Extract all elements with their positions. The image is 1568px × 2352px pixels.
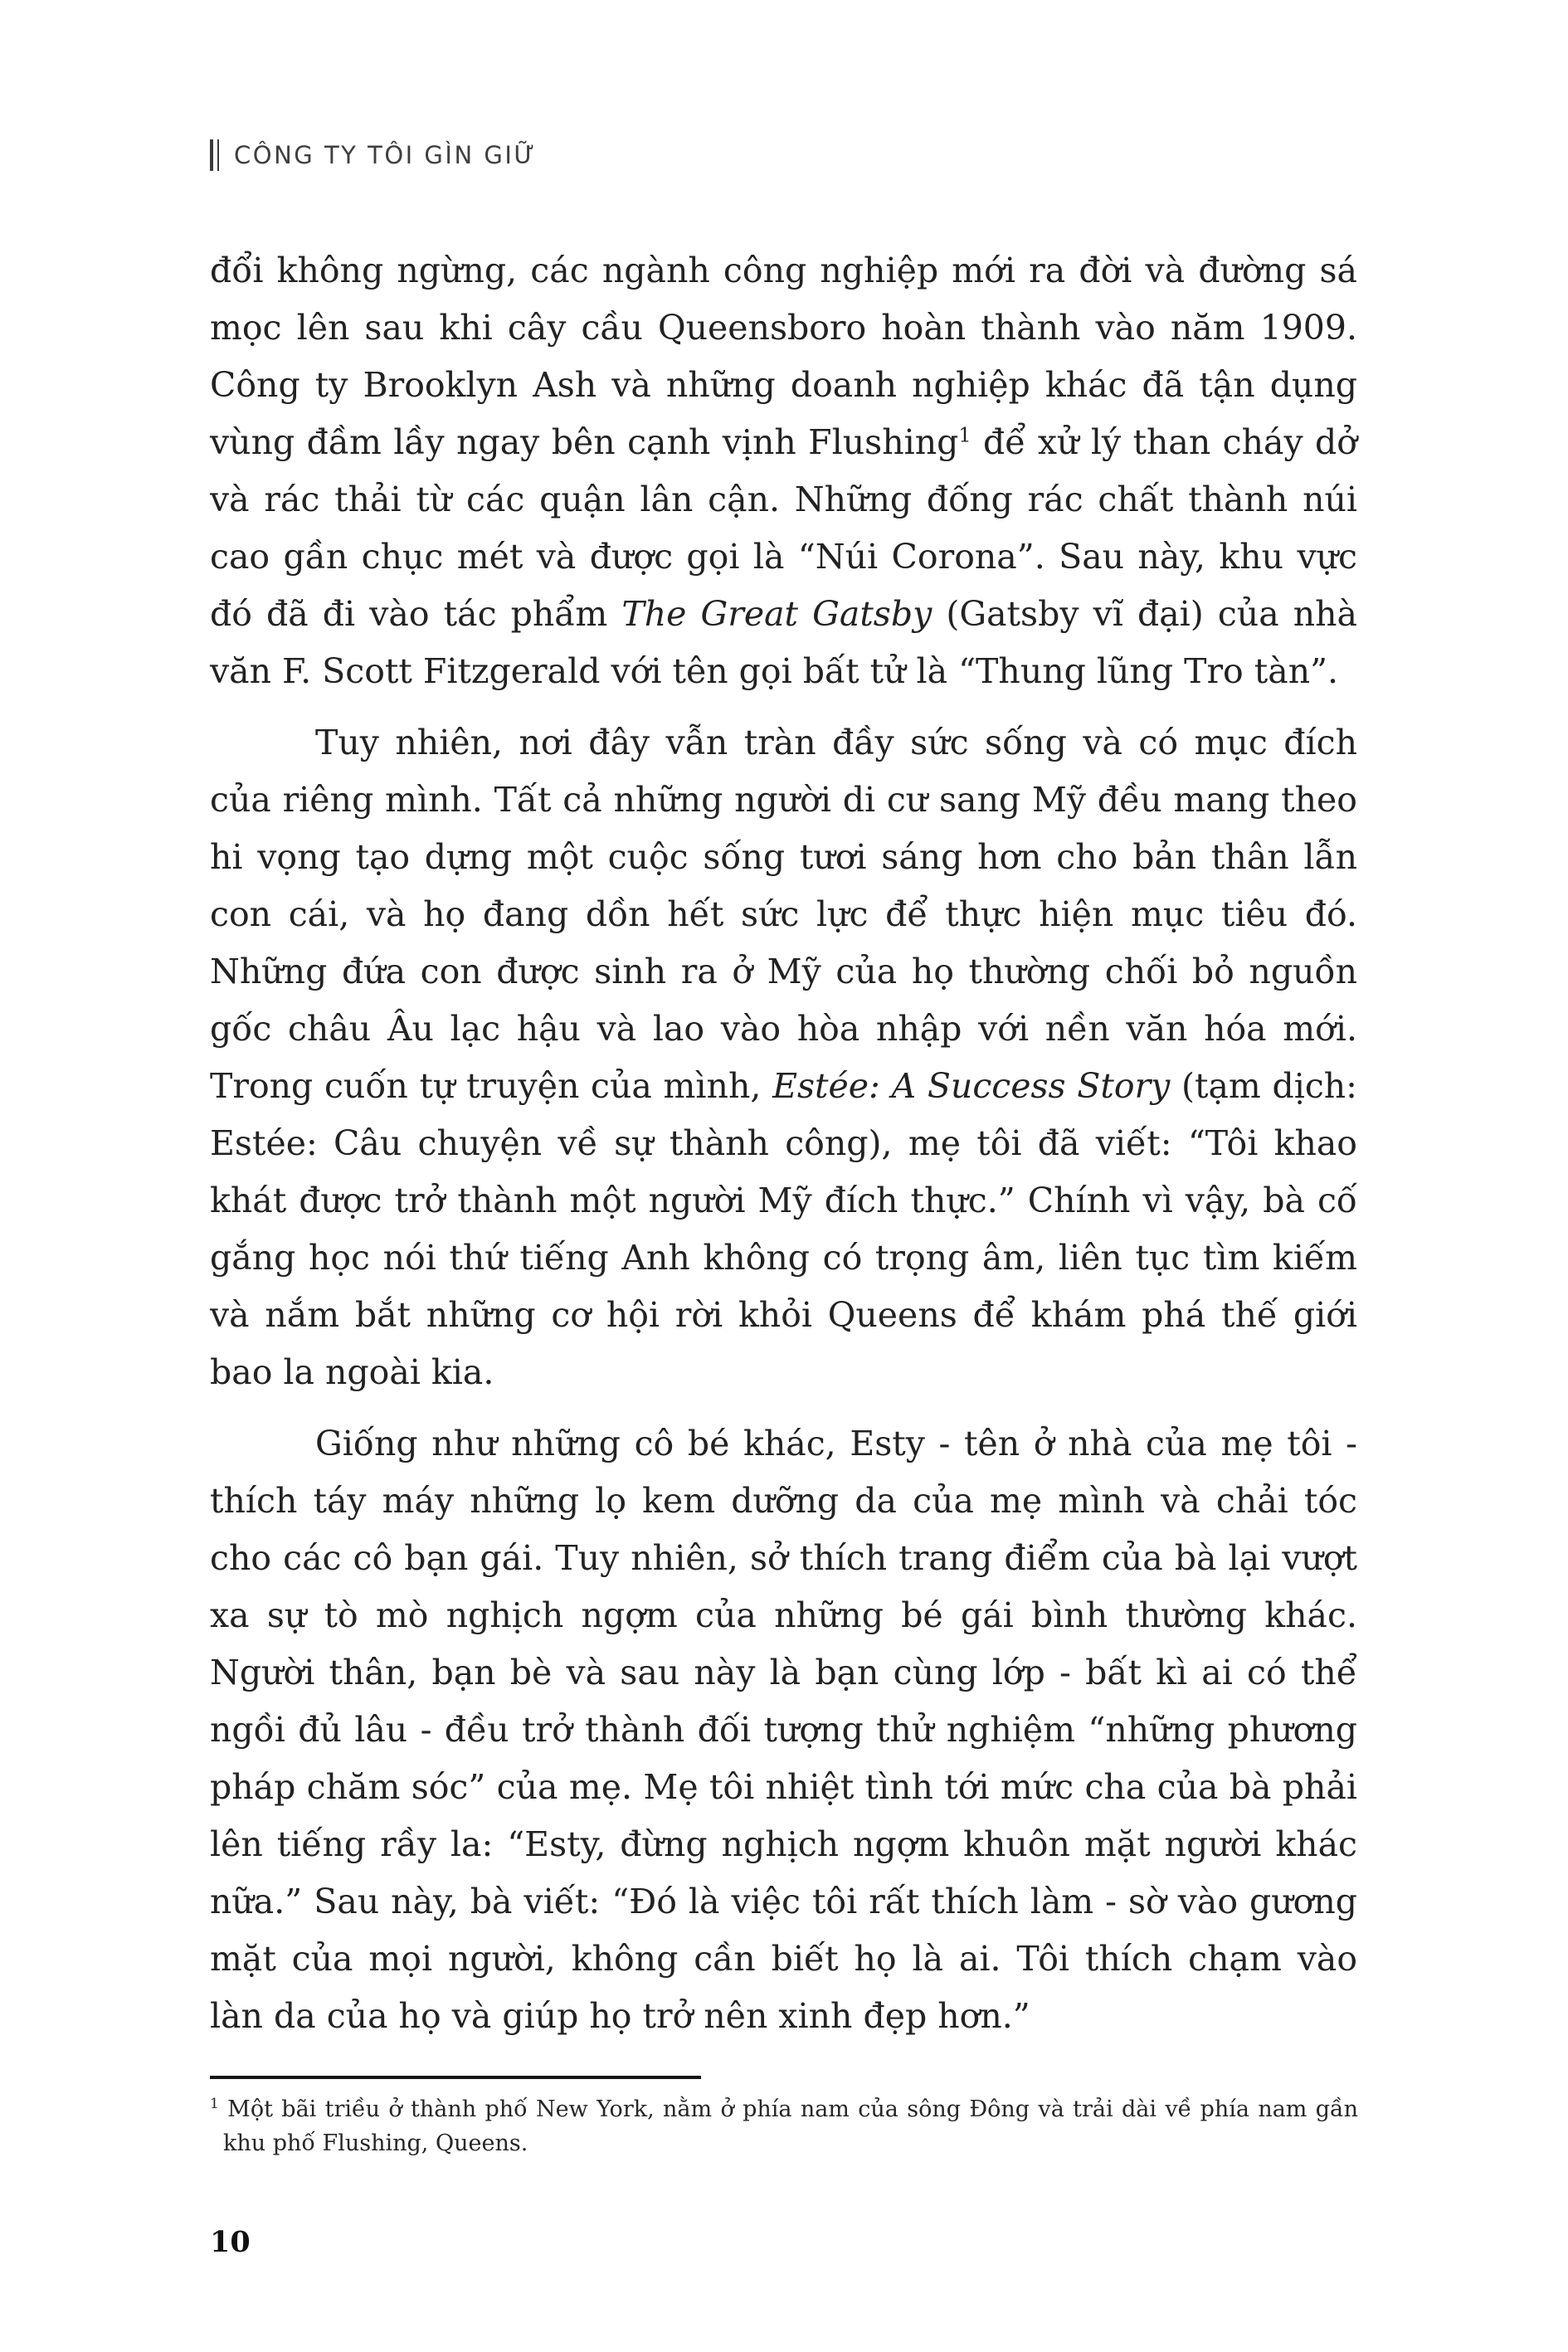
paragraph-3-text: Giống như những cô bé khác, Esty - tên ở nhà của mẹ tôi - thích táy máy những lọ kem dưỡng da của mẹ mình và chải tóc cho các cô bạn gái. Tuy nhiên, sở thích trang điểm của bà lại vượt xa sự tò mò nghịch ngợm của những bé gái bình thường khác. Người thân, bạn bè và sau này là bạn cùng lớp - bất kì ai có thể ngồi đủ lâu - đều trở thành đối tượng thử nghiệm “những phương pháp chăm sóc” của mẹ. Mẹ tôi nhiệt tình tới mức cha của bà phải lên tiếng rầy la: “Esty, đừng nghịch ngợm khuôn mặt người khác nữa.” Sau này, bà viết: “Đó là việc tôi rất thích làm - sờ vào gương mặt của mọi người, không cần biết họ là ai. Tôi thích chạm vào làn da của họ và giúp họ trở nên xinh đẹp hơn.” bbox=[210, 1424, 1357, 2036]
header-bar-thin bbox=[217, 139, 219, 171]
page-number: 10 bbox=[210, 2225, 251, 2259]
running-head bbox=[210, 139, 1357, 171]
paragraph-2 bbox=[210, 714, 1357, 1401]
paragraph-1-text-c: (Gatsby vĩ đại) của nhà văn F. Scott Fitzgerald với tên gọi bất tử là “Thung lũng Tro tàn”. bbox=[210, 594, 1357, 691]
paragraph-3 bbox=[210, 1415, 1357, 2045]
footnote-divider-rule bbox=[210, 2076, 701, 2079]
paragraph-1 bbox=[210, 242, 1357, 700]
header-bar-thick bbox=[210, 139, 213, 171]
book-title-italic-great-gatsby: The Great Gatsby bbox=[621, 594, 933, 634]
header-double-bar-icon bbox=[210, 139, 219, 171]
paragraph-1-text-a: đổi không ngừng, các ngành công nghiệp mới ra đời và đường sá mọc lên sau khi cây cầu Queensboro hoàn thành vào năm 1909. Công ty Brooklyn Ash và những doanh nghiệp khác đã tận dụng vùng đầm lầy ngay bên cạnh vịnh Flushing bbox=[210, 251, 1357, 462]
book-title-italic-estee: Estée: A Success Story bbox=[772, 1066, 1171, 1106]
footnote-text: Một bãi triều ở thành phố New York, nằm ở phía nam của sông Đông và trải dài về phía nam gần khu phố Flushing, Queens. bbox=[218, 2096, 1358, 2156]
footnote-text-block bbox=[210, 2092, 1358, 2160]
paragraph-2-text-b: (tạm dịch: Estée: Câu chuyện về sự thành công), mẹ tôi đã viết: “Tôi khao khát được trở thành một người Mỹ đích thực.” Chính vì vậy, bà cố gắng học nói thứ tiếng Anh không có trọng âm, liên tục tìm kiếm và nắm bắt những cơ hội rời khỏi Queens để khám phá thế giới bao la ngoài kia. bbox=[210, 1066, 1357, 1392]
paragraph-2-text-a: Tuy nhiên, nơi đây vẫn tràn đầy sức sống và có mục đích của riêng mình. Tất cả những người di cư sang Mỹ đều mang theo hi vọng tạo dựng một cuộc sống tươi sáng hơn cho bản thân lẫn con cái, và họ đang dồn hết sức lực để thực hiện mục tiêu đó. Những đứa con được sinh ra ở Mỹ của họ thường chối bỏ nguồn gốc châu Âu lạc hậu và lao vào hòa nhập với nền văn hóa mới. Trong cuốn tự truyện của mình, bbox=[210, 723, 1357, 1106]
running-head-title: CÔNG TY TÔI GÌN GIỮ bbox=[234, 141, 537, 169]
footnote-area bbox=[210, 2076, 1358, 2160]
page-body bbox=[210, 242, 1357, 2045]
footnote-number-superscript: 1 bbox=[210, 2096, 219, 2112]
paragraph-1-text-b: để xử lý than cháy dở và rác thải từ các quận lân cận. Những đống rác chất thành núi cao gần chục mét và được gọi là “Núi Corona”. Sau này, khu vực đó đã đi vào tác phẩm bbox=[210, 422, 1357, 634]
footnote-marker-superscript: 1 bbox=[958, 423, 971, 447]
